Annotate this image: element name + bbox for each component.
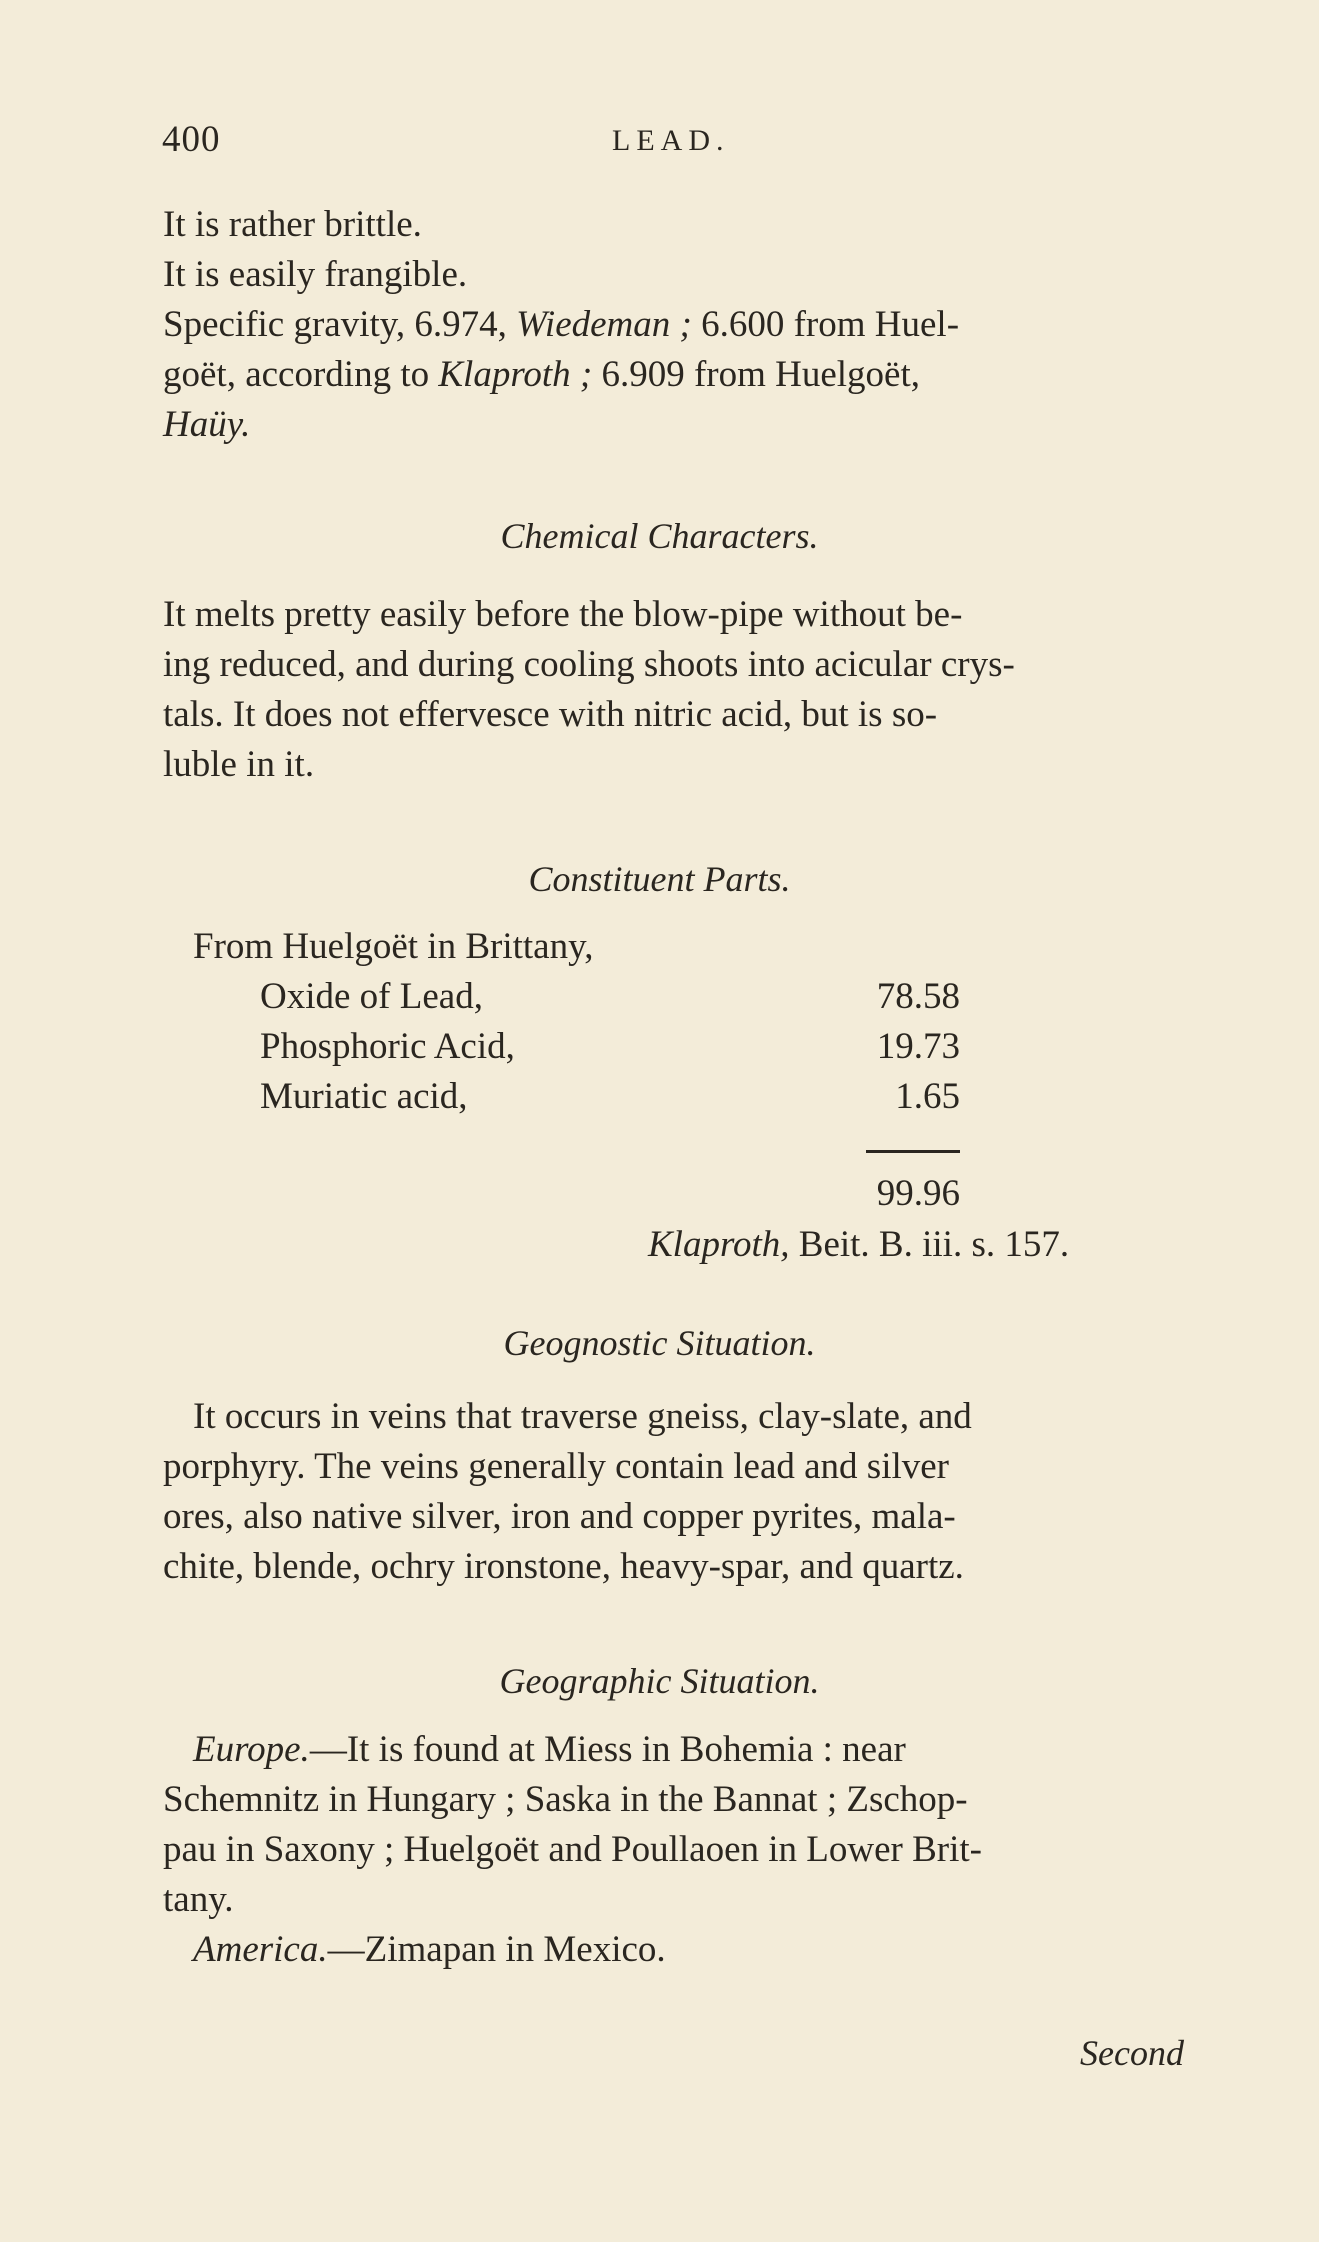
text-line: ing reduced, and during cooling shoots into acicular crys- — [163, 644, 1015, 685]
text-line: tany. — [163, 1879, 234, 1920]
text-line: chite, blende, ochry ironstone, heavy-spar, and quartz. — [163, 1546, 964, 1587]
section-heading: Constituent Parts. — [528, 859, 791, 899]
citation: Klaproth, Beit. B. iii. s. 157. — [648, 1224, 1070, 1265]
table-row — [260, 975, 960, 1018]
text-line: It is easily frangible. — [163, 254, 468, 295]
constituent-value: 1.65 — [895, 1076, 960, 1117]
physical-characters — [163, 200, 1203, 450]
total-value: 99.96 — [876, 1173, 960, 1214]
geognostic-paragraph — [163, 1392, 1203, 1592]
geographic-paragraph — [163, 1725, 1203, 1975]
constituent-name: Oxide of Lead, — [260, 976, 483, 1017]
text-line: It is rather brittle. — [163, 204, 422, 245]
constituent-name: Phosphoric Acid, — [260, 1026, 515, 1067]
sum-rule — [866, 1150, 960, 1153]
chemical-paragraph — [163, 590, 1203, 790]
text-line: pau in Saxony ; Huelgoët and Poullaoen in Lower Brit- — [163, 1829, 982, 1870]
table-row — [260, 1075, 960, 1118]
text-line: tals. It does not effervesce with nitric acid, but is so- — [163, 694, 938, 735]
constituent-name: Muriatic acid, — [260, 1076, 468, 1117]
text-line: It melts pretty easily before the blow-pipe without be- — [163, 594, 963, 635]
text-line: luble in it. — [163, 744, 315, 785]
text-line: Haüy. — [163, 404, 251, 445]
running-title: LEAD. — [612, 124, 730, 157]
text-line: Europe.—It is found at Miess in Bohemia : near — [193, 1729, 906, 1770]
text-line: Schemnitz in Hungary ; Saska in the Bannat ; Zschop- — [163, 1779, 968, 1820]
text-line: Specific gravity, 6.974, Wiedeman ; 6.600 from Huel- — [163, 304, 960, 345]
analysis-source: From Huelgoët in Brittany, — [193, 926, 594, 967]
table-row — [260, 1025, 960, 1068]
constituent-value: 78.58 — [876, 976, 960, 1017]
section-heading: Geographic Situation. — [499, 1661, 820, 1701]
section-heading: Chemical Characters. — [500, 516, 819, 556]
text-line: porphyry. The veins generally contain lead and silver — [163, 1446, 949, 1487]
constituent-value: 19.73 — [876, 1026, 960, 1067]
section-heading: Geognostic Situation. — [503, 1323, 816, 1363]
page-number: 400 — [162, 119, 221, 160]
text-line: goët, according to Klaproth ; 6.909 from Huelgoët, — [163, 354, 920, 395]
text-line: ores, also native silver, iron and copper pyrites, mala- — [163, 1496, 956, 1537]
text-line: America.—Zimapan in Mexico. — [193, 1929, 666, 1970]
catchword: Second — [1080, 2033, 1184, 2073]
text-line: It occurs in veins that traverse gneiss, clay-slate, and — [193, 1396, 972, 1437]
